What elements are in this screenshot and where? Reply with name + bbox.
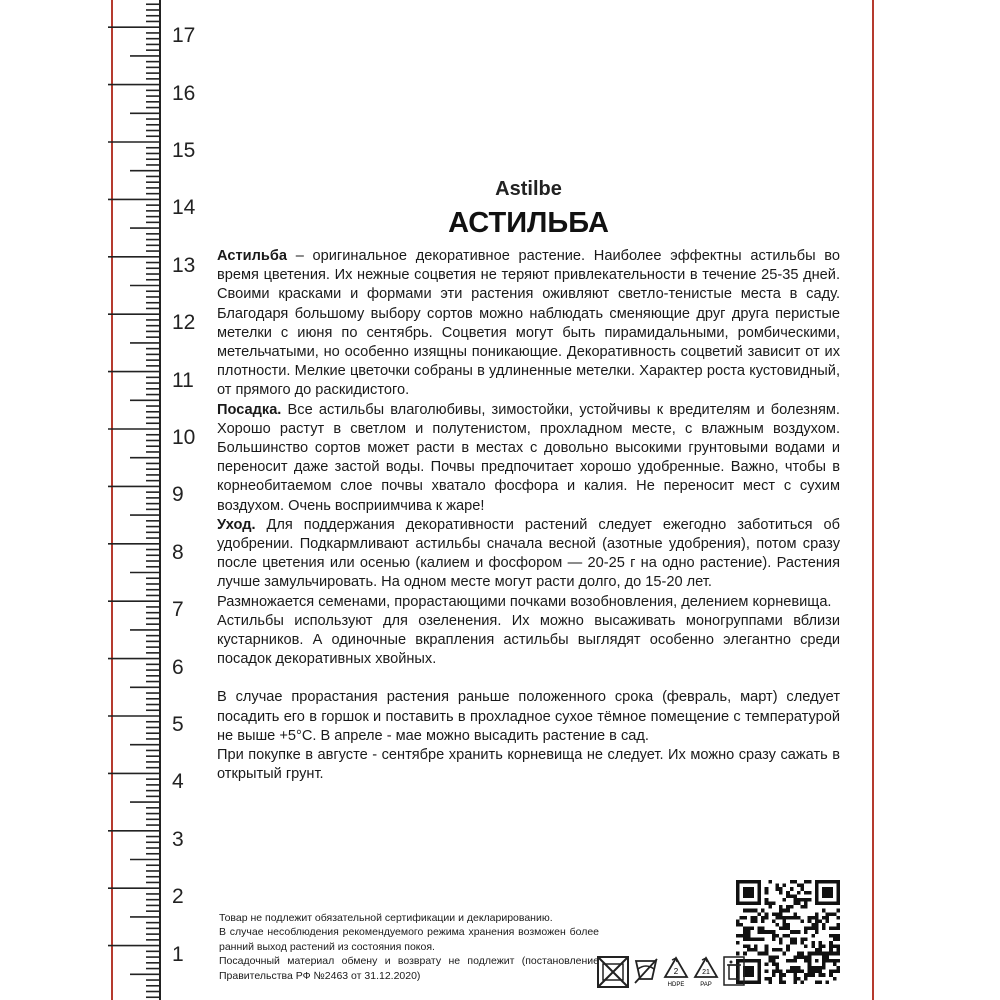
footer-notes [219, 911, 599, 983]
ruler-number: 14 [172, 196, 196, 220]
right-border-line [872, 0, 874, 1000]
recycle-hdpe-icon [662, 955, 690, 989]
hdpe-label: HDPE [667, 982, 685, 988]
ruler-number: 7 [172, 598, 184, 622]
paragraph-text: – оригинальное декоративное растение. Наиболее эффектны астильбы во время цветения. Их нежные соцветия не теряют привлекательности в течение 25-35 дней. Своими красками и формами эти растения оживляют светло-тенистые места в саду. Благодаря большому выбору сортов можно наблюдать сменяющие друг друга перистые метелки с июня по сентябрь. Соцветия могут быть пирамидальными, ромбическими, метельчатыми, но особенно изящны поникающие. Декоративность соцветий зависит от их плотности. Мелкие цветочки собраны в удлиненные метелки. Характер роста кустовидный, от прямого до раскидистого. [217, 248, 840, 399]
ruler-number: 10 [172, 426, 196, 449]
ruler-number: 2 [172, 885, 184, 909]
description-content [217, 177, 840, 784]
ruler-number: 5 [172, 713, 184, 736]
ruler-number: 1 [172, 942, 184, 966]
footer-line: В случае несоблюдения рекомендуемого режима хранения возможен более ранний выход растений из состояния покоя. [219, 926, 599, 953]
ruler-number: 11 [172, 368, 194, 392]
ruler-number: 9 [172, 483, 184, 507]
ruler-number: 13 [172, 253, 196, 277]
paragraph-august-purchase: При покупке в августе - сентябре хранить корневища не следует. Их можно сразу сажать в открытый грунт. [217, 747, 840, 783]
paragraph-early-sprouting: В случае прорастания растения раньше положенного срока (февраль, март) следует посадить его в горшок и поставить в прохладное сухое тёмное помещение с температурой не выше +5°С. В апреле - мае можно высадить растение в сад. [217, 689, 840, 744]
paragraph-care [217, 516, 840, 593]
ruler-number: 3 [172, 827, 184, 851]
footer-line: Товар не подлежит обязательной сертификации и декларированию. [219, 912, 553, 924]
ruler-number: 12 [172, 311, 196, 335]
russian-title: АСТИЛЬБА [448, 207, 609, 239]
hdpe-number: 2 [673, 967, 679, 976]
ruler-number: 6 [172, 655, 184, 679]
qr-code-icon[interactable] [736, 880, 840, 984]
paragraph-gap [217, 669, 840, 688]
pap-label: PAP [700, 982, 712, 988]
paragraph-text: Все астильбы влаголюбивы, зимостойки, устойчивы к вредителям и болезням. Хорошо растут в светлом и полутенистом, прохладном месте, с влажным воздухом. Большинство сортов может расти в местах с довольно высокими грунтовыми водами и переносит даже застой воды. Почвы предпочитает хорошо удобренные. Важно, чтобы в корнеобитаемом слое почвы хватало фосфора и калия. Не переносит мест с сухим воздухом. Очень восприимчива к жаре! [217, 401, 840, 514]
paragraph-planting [217, 401, 840, 516]
ruler-number: 17 [172, 24, 196, 48]
trash-bin-icon [722, 955, 746, 989]
paragraph-text: Для поддержания декоративности растений следует ежегодно заботиться об удобрении. Подкармливают астильбы сначала весной (азотные удобрения), потом сразу после цветения или осенью (калием и фосфором — 20-25 г на одно растение). Растения лучше замульчировать. На одном месте могут расти долго, до 15-20 лет. [217, 516, 840, 591]
recycle-pap-icon [692, 955, 720, 989]
ruler [0, 0, 205, 1000]
paragraph-intro [217, 247, 840, 401]
pap-number: 21 [702, 969, 710, 976]
paragraph-propagation: Размножается семенами, прорастающими почками возобновления, делением корневища. [217, 593, 832, 610]
ruler-number: 4 [172, 770, 184, 794]
paragraph-lead: Уход. [217, 516, 256, 533]
ruler-number: 8 [172, 540, 184, 564]
footer-line: Посадочный материал обмену и возврату не подлежит (постановление Правительства РФ №2463 от 31.12.2020) [219, 955, 599, 982]
no-microwave-icon [596, 955, 630, 989]
paragraph-lead: Посадка. [217, 401, 282, 418]
no-dry-clean-icon [632, 955, 660, 989]
ruler-number: 15 [172, 139, 196, 162]
paragraph-lead: Астильба [217, 248, 287, 264]
latin-title: Astilbe [495, 178, 562, 200]
ruler-number: 16 [172, 81, 196, 105]
paragraph-landscaping: Астильбы используют для озеленения. Их можно высаживать моногруппами вблизи кустарников. А одиночные вкрапления астильбы выглядят особенно элегантно среди посадок декоративных хвойных. [217, 612, 840, 668]
